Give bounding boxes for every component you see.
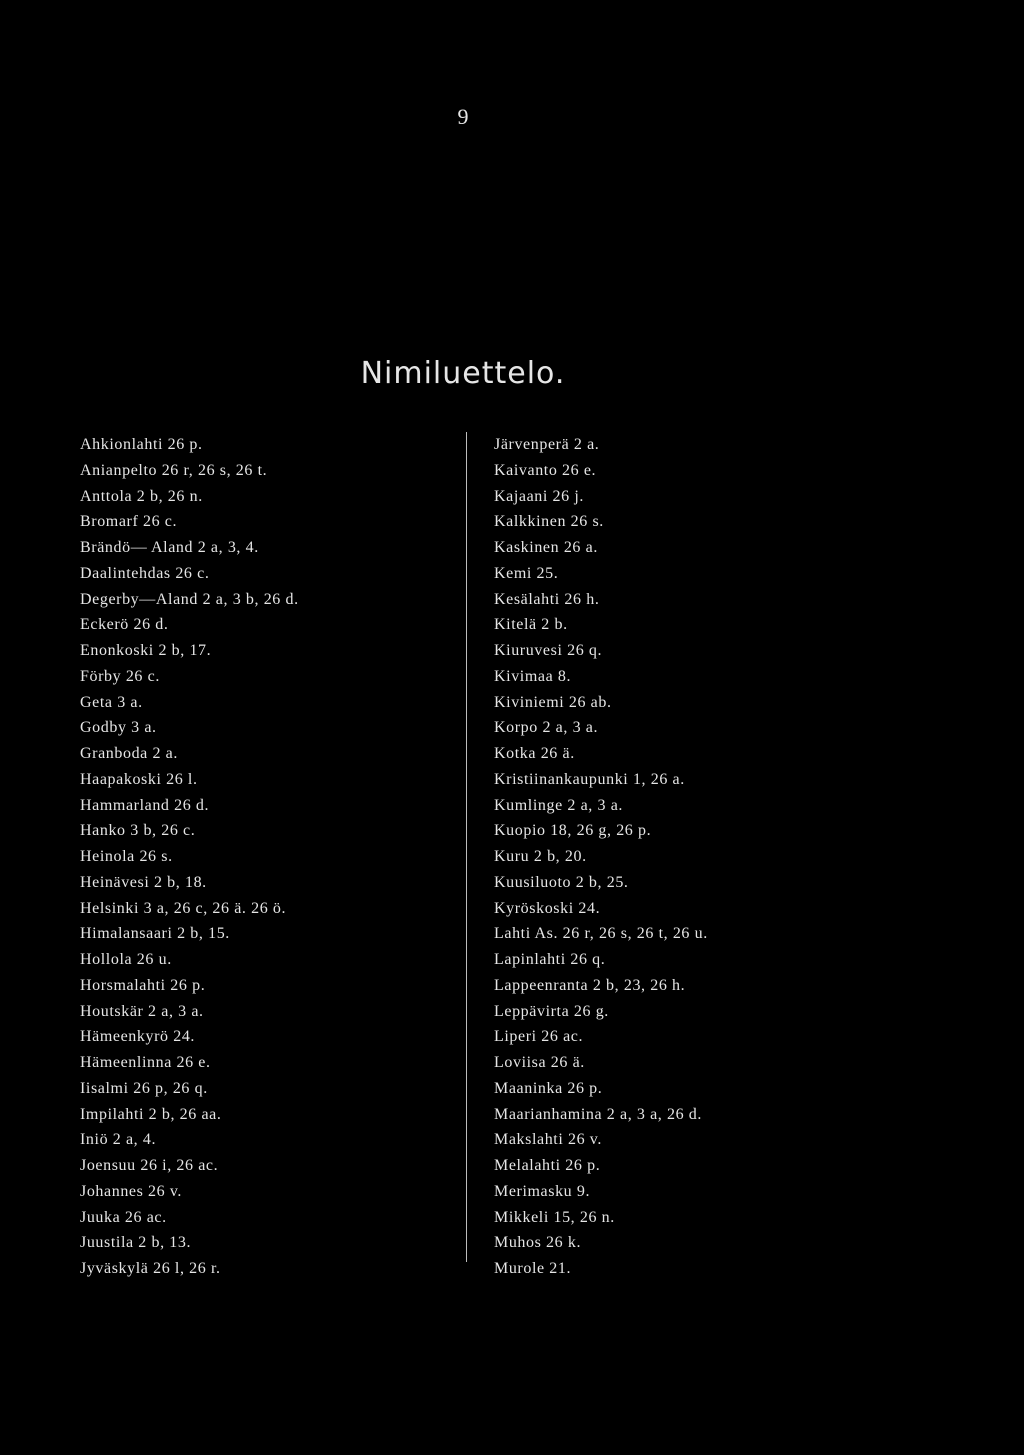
index-entry: Eckerö 26 d. [80,616,169,634]
index-entry: Hämeenlinna 26 e. [80,1054,211,1071]
index-entry: Hanko 3 b, 26 c. [80,822,196,840]
page-title: Nimiluettelo. [360,356,566,391]
index-entry: Kuopio 18, 26 g, 26 p. [494,822,652,840]
index-entry: Kristiinankaupunki 1, 26 a. [494,770,685,788]
index-entry: Kyröskoski 24. [494,899,601,917]
index-entry: Kajaani 26 j. [494,487,584,505]
column-divider [466,432,467,1262]
index-entry: Muhos 26 k. [494,1234,582,1252]
index-entry: Melalahti 26 p. [494,1157,601,1174]
index-entry: Lappeenranta 2 b, 23, 26 h. [494,976,686,994]
index-entry: Degerby—Aland 2 a, 3 b, 26 d. [80,590,299,608]
index-entry: Lahti As. 26 r, 26 s, 26 t, 26 u. [494,925,708,943]
index-entry: Kuru 2 b, 20. [494,848,587,865]
index-entry: Kemi 25. [494,564,559,582]
index-entry: Hollola 26 u. [80,951,172,968]
index-entry: Juuka 26 ac. [80,1208,167,1226]
index-entry: Liperi 26 ac. [494,1028,584,1046]
index-entry: Förby 26 c. [80,667,160,685]
index-entry: Merimasku 9. [494,1182,591,1200]
index-entry: Bromarf 26 c. [80,513,178,531]
index-entry: Kivimaa 8. [494,667,572,685]
index-entry: Jyväskylä 26 l, 26 r. [80,1260,221,1277]
index-entry: Joensuu 26 i, 26 ac. [80,1157,219,1174]
index-entry: Enonkoski 2 b, 17. [80,642,212,659]
index-entry: Lapinlahti 26 q. [494,951,606,968]
index-entry: Horsmalahti 26 p. [80,976,206,994]
index-entry: Leppävirta 26 g. [494,1002,609,1020]
index-entry: Kiuruvesi 26 q. [494,642,603,659]
index-entry: Mikkeli 15, 26 n. [494,1208,615,1226]
index-entry: Heinola 26 s. [80,848,173,865]
index-entry: Kumlinge 2 a, 3 a. [494,796,623,814]
index-entry: Himalansaari 2 b, 15. [80,925,230,943]
index-entry: Kiviniemi 26 ab. [494,693,612,711]
index-entry: Hämeenkyrö 24. [80,1028,196,1046]
index-entry: Johannes 26 v. [80,1182,183,1200]
index-entry: Heinävesi 2 b, 18. [80,873,207,891]
index-entry: Kaivanto 26 e. [494,461,597,479]
index-entry: Anianpelto 26 r, 26 s, 26 t. [80,461,268,479]
index-entry: Maarianhamina 2 a, 3 a, 26 d. [494,1105,703,1123]
index-column-right [494,432,708,1282]
index-entry: Geta 3 a. [80,693,143,711]
index-entry: Brändö— Aland 2 a, 3, 4. [80,539,259,556]
index-entry: Kitelä 2 b. [494,616,568,634]
index-column-left [80,432,299,1282]
index-entry: Iniö 2 a, 4. [80,1131,157,1149]
index-entry: Helsinki 3 a, 26 c, 26 ä. 26 ö. [80,899,287,917]
page-number: 9 [457,104,469,129]
index-entry: Daalintehdas 26 c. [80,564,210,582]
index-entry: Iisalmi 26 p, 26 q. [80,1079,208,1097]
index-entry: Juustila 2 b, 13. [80,1234,192,1252]
index-entry: Godby 3 a. [80,719,157,737]
index-entry: Kotka 26 ä. [494,745,575,762]
index-entry: Makslahti 26 v. [494,1131,602,1149]
index-entry: Ahkionlahti 26 p. [80,436,203,453]
index-entry: Granboda 2 a. [80,745,178,762]
index-entry: Kuusiluoto 2 b, 25. [494,873,629,891]
index-entry: Haapakoski 26 l. [80,770,198,788]
index-entry: Kesälahti 26 h. [494,590,600,608]
index-entry: Kalkkinen 26 s. [494,513,604,531]
index-entry: Maaninka 26 p. [494,1079,603,1097]
index-entry: Houtskär 2 a, 3 a. [80,1002,204,1020]
index-entry: Loviisa 26 ä. [494,1054,585,1071]
index-entry: Murole 21. [494,1260,572,1277]
index-entry: Korpo 2 a, 3 a. [494,719,599,737]
index-entry: Impilahti 2 b, 26 aa. [80,1105,222,1123]
index-entry: Kaskinen 26 a. [494,539,598,556]
index-entry: Hammarland 26 d. [80,796,210,814]
index-entry: Anttola 2 b, 26 n. [80,487,203,505]
index-entry: Järvenperä 2 a. [494,436,600,453]
